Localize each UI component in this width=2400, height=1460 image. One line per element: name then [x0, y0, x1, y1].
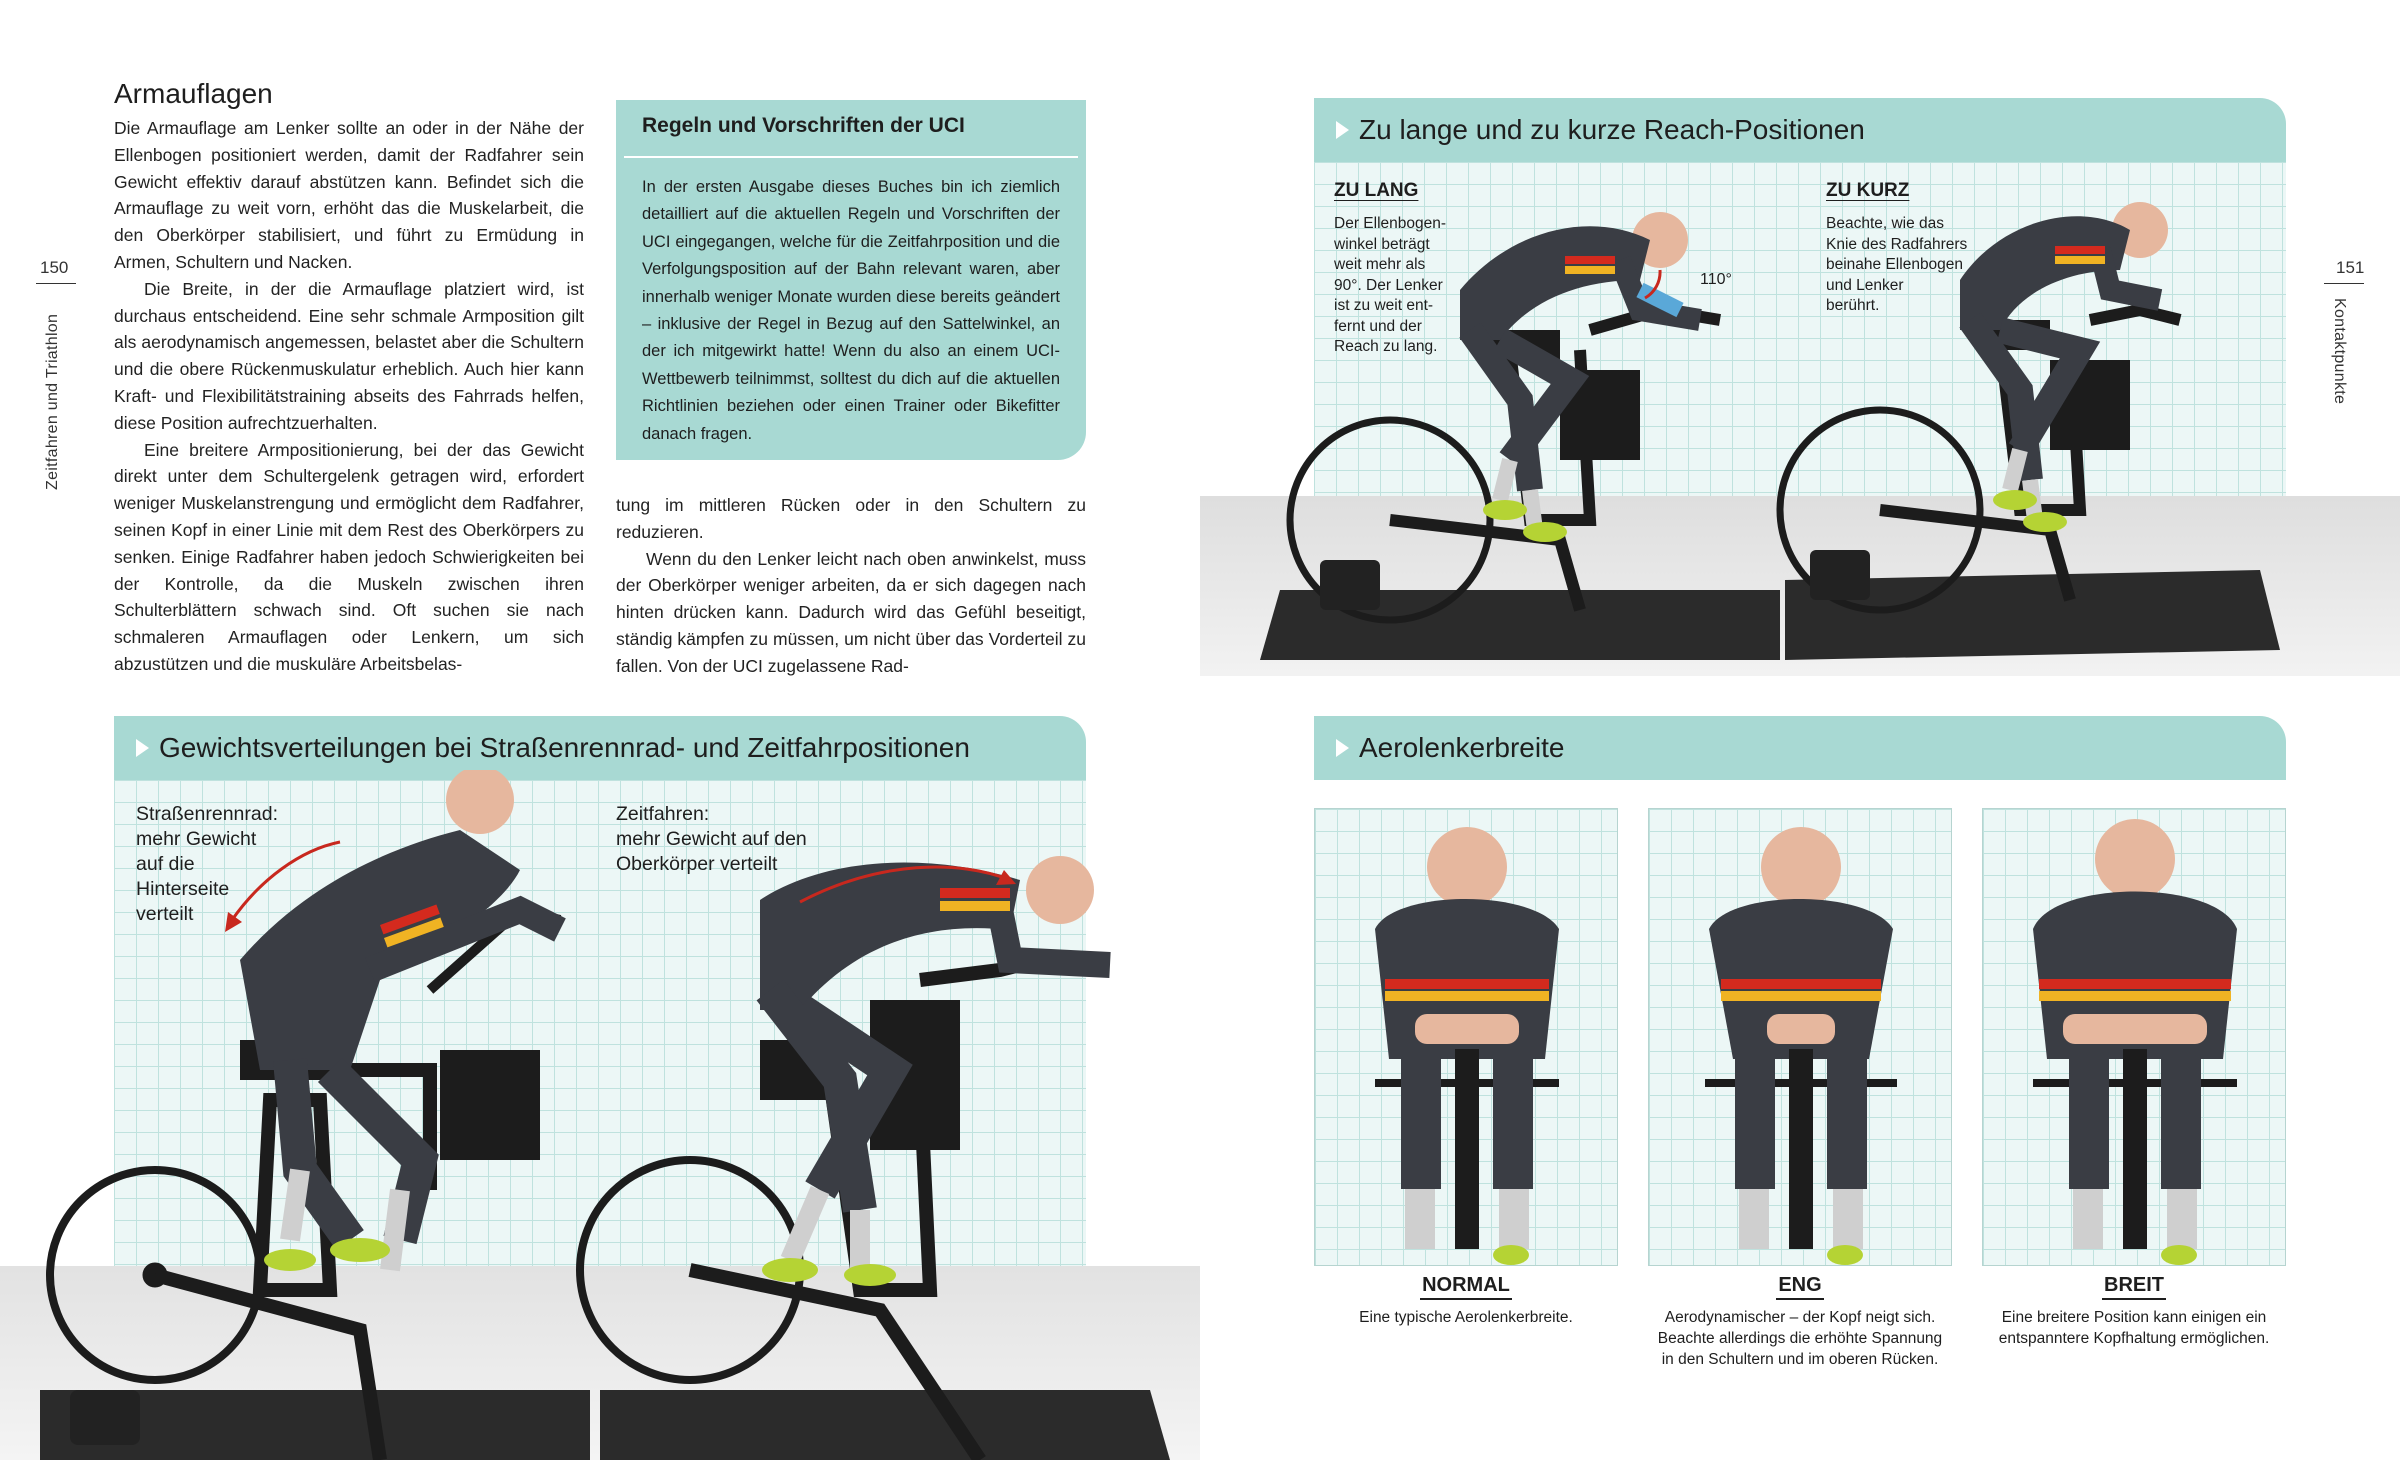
uci-rules-box [616, 100, 1086, 460]
aero-label-wide [1982, 1274, 2286, 1297]
body-column-2 [616, 492, 1086, 680]
page-number-right: 151 [2336, 258, 2365, 277]
aero-photo-normal [1314, 808, 1618, 1266]
tt-position-label: Zeitfahren: mehr Gewicht auf den Oberkörper verteilt [616, 803, 807, 875]
frontal-rider-narrow [1649, 809, 1952, 1266]
uci-rules-title: Regeln und Vorschriften der UCI [642, 114, 965, 137]
paragraph: Wenn du den Lenker leicht nach oben anwinkelst, muss der Oberkörper weniger arbeiten, da er sich dagegen nach hinten drücken kann. Dadurch wird das Gefühl beseitigt, ständig kämpfen zu müssen, um nicht über das Vorderteil zu fallen. Von der UCI zugelassene Rad- [616, 548, 1086, 676]
page-number-left: 150 [40, 258, 69, 277]
play-triangle-icon [136, 739, 149, 757]
aero-panel-header [1314, 716, 2286, 780]
aero-caption-narrow: Aerodynamischer – der Kopf neigt sich. Beachte allerdings die erhöhte Spannung in den Schultern und im oberen Rücken. [1657, 1309, 1943, 1368]
aero-label-wide-text: BREIT [2102, 1274, 2166, 1300]
aero-photo-wide [1982, 808, 2286, 1266]
body-column-1 [114, 115, 584, 678]
short-reach-label: ZU KURZ [1826, 180, 1910, 201]
aero-photo-narrow [1648, 808, 1952, 1266]
aero-panel-title: Aerolenkerbreite [1359, 732, 1565, 763]
elbow-angle-label: 110° [1700, 271, 1732, 288]
reach-panel-title: Zu lange und zu kurze Reach-Positionen [1359, 114, 1865, 145]
paragraph: Die Breite, in der die Armauflage platziert wird, ist durchaus entscheidend. Eine sehr schmale Armposition gilt als aerodynamisch angemessen, belastet aber die Schultern und die obere Rückenmuskulatur erheblich. Auch hier kann Kraft- und Flexibilitätstraining abseits des Fahrrads helfen, diese Position aufrechtzuerhalten. [114, 278, 584, 433]
long-reach-rider [1460, 212, 1700, 542]
weight-panel-title: Gewichtsverteilungen bei Straßenrennrad- und Zeitfahrpositionen [159, 732, 970, 763]
floor-mat [600, 1390, 1170, 1460]
aero-label-normal-text: NORMAL [1420, 1274, 1512, 1300]
section-title-armauflagen: Armauflagen [114, 78, 273, 109]
paragraph: Die Armauflage am Lenker sollte an oder in der Nähe der Ellenbogen positioniert werden, damit der Radfahrer sein Gewicht effektiv darauf abstützen kann. Befindet sich die Armauflage zu weit vorn, erhöht das die Muskelarbeit, die den Oberkörper stabilisiert, und führt zu Ermüdung in Armen, Schultern und Nacken. [114, 118, 584, 272]
paragraph: Eine breitere Armpositionierung, bei der das Gewicht direkt unter dem Schultergelenk getragen wird, erfordert weniger Muskelanstrengung und ermöglicht dem Radfahrer, seinen Kopf in einer Linie mit dem Rest des Oberkörpers zu senken. Einige Radfahrer haben jedoch Schwierigkeiten bei der Kontrolle, da die Muskeln zwischen ihren Schulterblättern schwach sind. Oft suchen sie nach schmaleren Armauflagen oder Lenkern, um sich abzustützen und die muskuläre Arbeitsbelas- [114, 439, 584, 674]
right-page [1200, 0, 2400, 1460]
running-head-left: Zeitfahren und Triathlon [44, 313, 61, 490]
short-reach-text: Beachte, wie das Knie des Radfahrers beinahe Ellenbogen und Lenker berührt. [1826, 215, 1968, 314]
paragraph: tung im mittleren Rücken oder in den Schultern zu reduzieren. [616, 495, 1086, 542]
aero-caption-wide: Eine breitere Position kann einigen ein entspanntere Kopfhaltung ermöglichen. [1998, 1309, 2270, 1347]
frontal-rider-wide [1983, 809, 2286, 1266]
play-triangle-icon [1336, 121, 1349, 139]
aero-label-narrow-text: ENG [1776, 1274, 1823, 1300]
running-head-right: Kontaktpunkte [2331, 298, 2348, 405]
page-number-rule-right [2324, 283, 2364, 284]
long-reach-label: ZU LANG [1334, 180, 1419, 201]
uci-rules-text: In der ersten Ausgabe dieses Buches bin ich ziemlich detailliert auf die aktuellen Regeln und Vorschriften der UCI eingegangen, welche für die Zeitfahrposition und die Verfolgungsposition auf der Bahn relevant waren, aber innerhalb weniger Monate wurden diese bereits geändert – inklusive der Regel in Bezug auf den Sattelwinkel, an der ich mitgewirkt hatte! Wenn du also an einem UCI-Wettbewerb teilnimmst, solltest du dich auf die aktuellen Richtlinien beziehen oder einen Trainer oder Bikefitter danach fragen. [642, 178, 1060, 443]
aero-label-narrow [1648, 1274, 1952, 1297]
page-number-rule-left [36, 283, 76, 284]
aero-label-normal [1314, 1274, 1618, 1297]
aero-caption-normal: Eine typische Aerolenkerbreite. [1359, 1309, 1573, 1326]
road-position-label: Straßenrennrad: mehr Gewicht auf die Hinterseite verteilt [136, 803, 278, 925]
long-reach-text: Der Ellenbogen- winkel beträgt weit mehr als 90°. Der Lenker ist zu weit ent- fernt und der Reach zu lang. [1334, 215, 1447, 355]
play-triangle-icon [1336, 739, 1349, 757]
reach-panel-header [1314, 98, 2286, 162]
frontal-rider-normal [1315, 809, 1618, 1266]
